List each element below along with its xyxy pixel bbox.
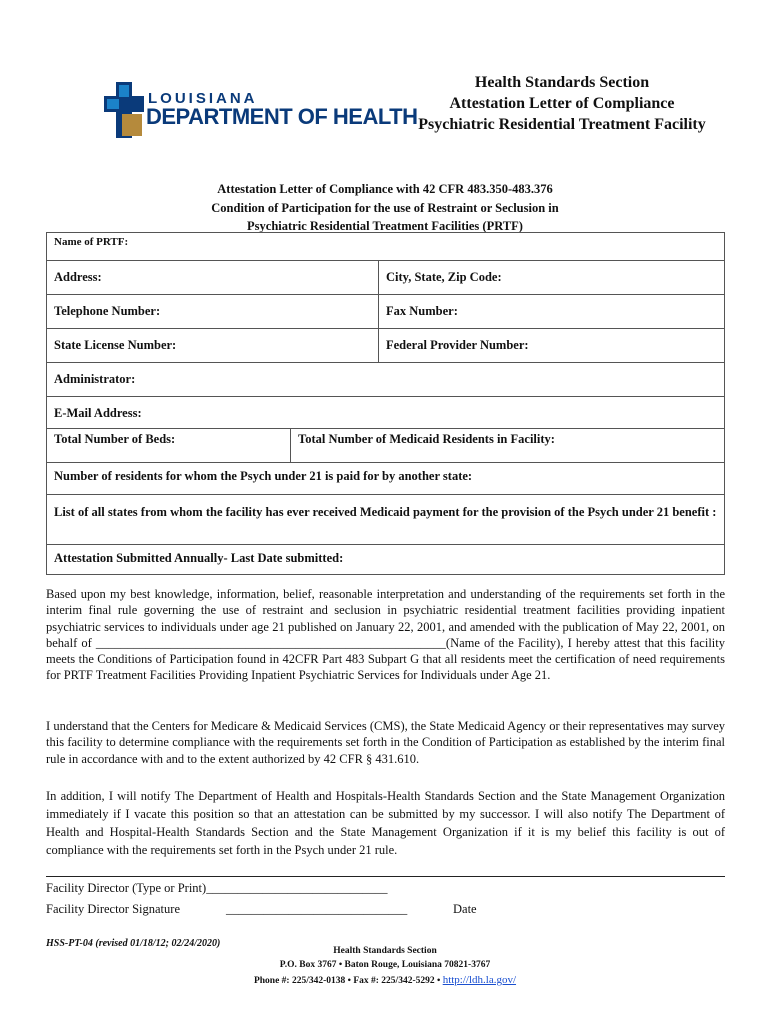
logo-state-name: LOUISIANA bbox=[148, 90, 258, 107]
facility-info-form bbox=[46, 232, 725, 575]
total-beds-field[interactable] bbox=[47, 429, 291, 463]
fax-label: Fax Number: bbox=[386, 304, 458, 318]
header-facility-type: Psychiatric Residential Treatment Facility bbox=[418, 116, 706, 133]
total-medicaid-label: Total Number of Medicaid Residents in Facility: bbox=[298, 432, 555, 446]
email-label: E-Mail Address: bbox=[54, 406, 142, 420]
signature-divider bbox=[46, 876, 725, 877]
heading-line-2: Condition of Participation for the use of Restraint or Seclusion in bbox=[211, 200, 559, 215]
name-of-prtf-label: Name of PRTF: bbox=[54, 236, 129, 248]
total-medicaid-field[interactable] bbox=[291, 429, 725, 463]
heading-line-1: Attestation Letter of Compliance with 42 CFR 483.350-483.376 bbox=[217, 182, 553, 196]
footer-section-name: Health Standards Section bbox=[333, 946, 437, 956]
states-list-field[interactable] bbox=[47, 495, 725, 545]
residents-other-state-label: Number of residents for whom the Psych under 21 is paid for by another state: bbox=[54, 469, 473, 483]
attestation-date-label: Attestation Submitted Annually- Last Date submitted: bbox=[54, 551, 344, 565]
header-title: Attestation Letter of Compliance bbox=[449, 95, 675, 112]
heading-line-3: Psychiatric Residential Treatment Facilities (PRTF) bbox=[247, 219, 523, 233]
director-signature-label: Facility Director Signature bbox=[46, 902, 180, 916]
state-license-label: State License Number: bbox=[54, 338, 177, 352]
address-field[interactable] bbox=[47, 261, 379, 295]
administrator-label: Administrator: bbox=[54, 372, 136, 386]
states-list-label: List of all states from whom the facility has ever received Medicaid payment for the provision of the Psych under 21 benefit : bbox=[54, 505, 717, 519]
attestation-paragraph-1: Based upon my best knowledge, information, belief, reasonable interpretation and understanding of the requirements set forth in the interim final rule governing the use of restraint and seclusion in psychiatric residential treatment facilities providing inpatient psychiatric services to individuals under age 21 published on January 22, 2001, and amended with the publication of May 22, 2001, on behalf of ________________________________________________________(Name of the Facility), I hereby attest that this facility meets the Conditions of Participation found in 42CFR Part 483 Subpart G that all residents meet the certification of need requirements for PRTF Treatment Facilities Providing Inpatient Psychiatric Services for Individuals under Age 21. bbox=[46, 587, 725, 683]
attestation-paragraph-3: In addition, I will notify The Department of Health and Hospitals-Health Standards Section and the State Management Organization immediately if I vacate this position so that an attestation can be submitted by my successor. I will also notify The Department of Health and Hospital-Health Standards Section and the State Management Organization if it is my belief this facility is out of compliance with the requirements set forth in the Psych under 21 rule. bbox=[46, 789, 725, 857]
fax-field[interactable] bbox=[379, 295, 725, 329]
name-of-prtf-field[interactable] bbox=[47, 233, 725, 261]
date-label: Date bbox=[453, 902, 477, 916]
administrator-field[interactable] bbox=[47, 363, 725, 397]
document-header bbox=[392, 72, 732, 135]
ldh-cross-icon bbox=[104, 82, 144, 138]
revision-label: HSS-PT-04 (revised 01/18/12; 02/24/2020) bbox=[46, 938, 221, 949]
director-name-line[interactable]: Facility Director (Type or Print)_____________________________ bbox=[46, 881, 388, 895]
telephone-label: Telephone Number: bbox=[54, 304, 161, 318]
city-state-zip-field[interactable] bbox=[379, 261, 725, 295]
federal-provider-field[interactable] bbox=[379, 329, 725, 363]
ldh-logo bbox=[104, 82, 418, 140]
state-license-field[interactable] bbox=[47, 329, 379, 363]
attestation-heading bbox=[0, 180, 770, 236]
website-link[interactable]: http://ldh.la.gov/ bbox=[442, 974, 517, 986]
footer-address: P.O. Box 3767 • Baton Rouge, Louisiana 70821-3767 bbox=[279, 960, 491, 970]
email-field[interactable] bbox=[47, 397, 725, 429]
logo-department-name: DEPARTMENT OF HEALTH bbox=[146, 104, 418, 129]
residents-other-state-field[interactable] bbox=[47, 463, 725, 495]
city-state-zip-label: City, State, Zip Code: bbox=[386, 270, 502, 284]
federal-provider-label: Federal Provider Number: bbox=[386, 338, 529, 352]
header-section: Health Standards Section bbox=[474, 74, 650, 91]
attestation-date-field[interactable] bbox=[47, 545, 725, 575]
attestation-paragraph-2: I understand that the Centers for Medicare & Medicaid Services (CMS), the State Medicaid Agency or their representatives may survey this facility to determine compliance with the requirements set forth in the Condition of Participation as established by the interim final rule in accordance with and to the extent authorized by 42 CFR § 431.610. bbox=[46, 719, 725, 766]
footer-contact bbox=[0, 974, 770, 986]
director-signature-line[interactable]: _____________________________ bbox=[226, 902, 408, 916]
footer-phone-fax: Phone #: 225/342-0138 • Fax #: 225/342-5292 • bbox=[253, 976, 441, 986]
total-beds-label: Total Number of Beds: bbox=[54, 432, 176, 446]
address-label: Address: bbox=[54, 270, 102, 284]
telephone-field[interactable] bbox=[47, 295, 379, 329]
